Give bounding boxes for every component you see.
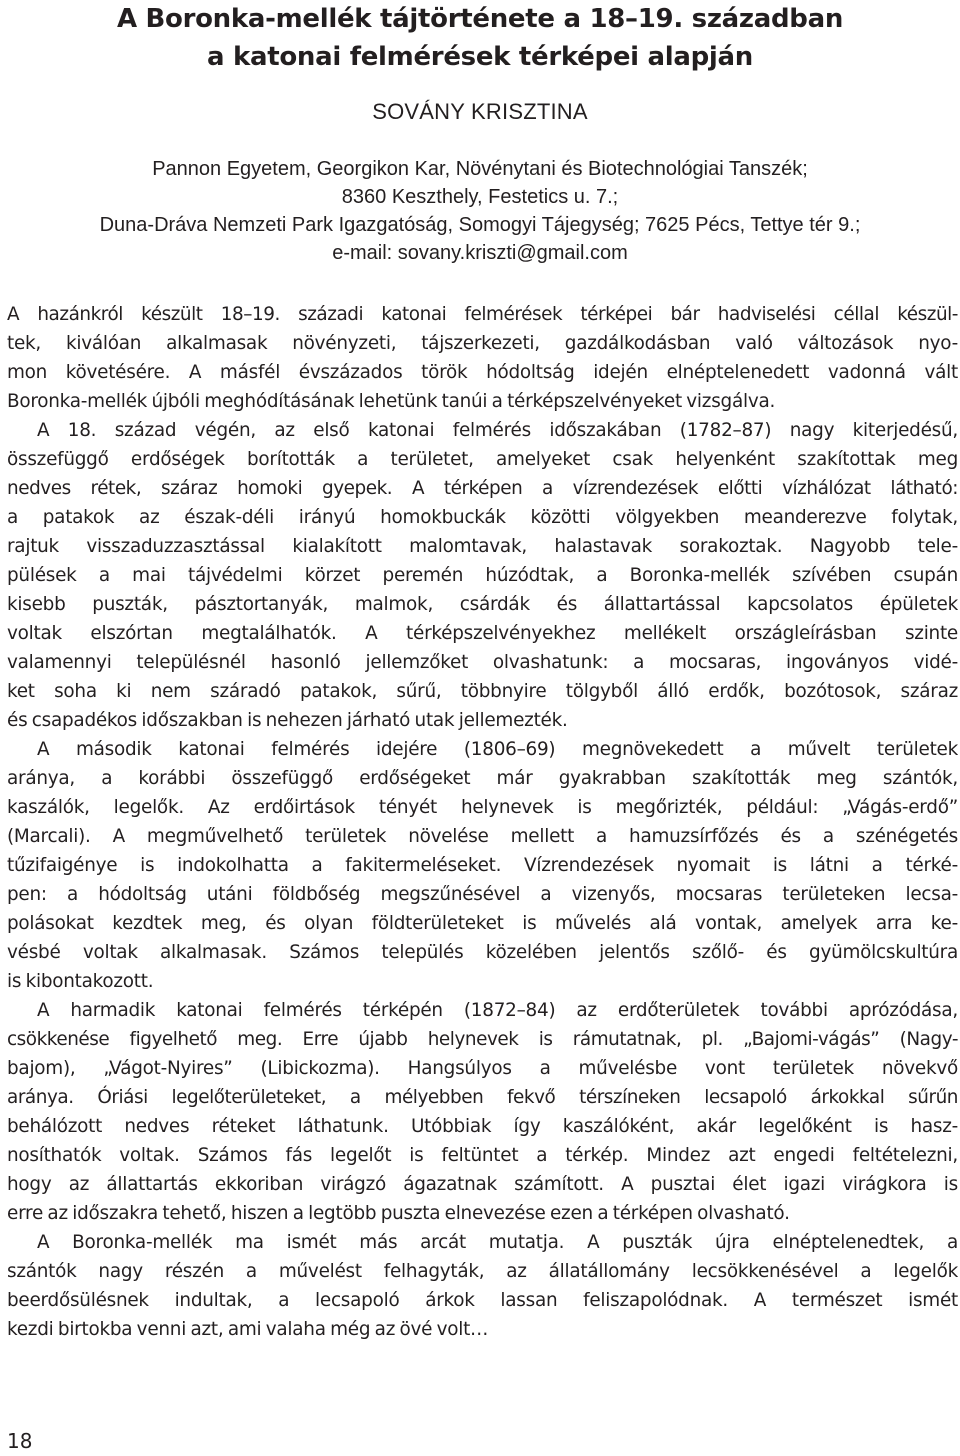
body-line: erre az időszakra tehető, hiszen a legtöbb puszta elnevezése ezen a térképen olvasható. bbox=[7, 1203, 790, 1224]
body-line: tűzifaigénye is indokolhatta a fakitermeléseket. Vízrendezések nyomait is látni a térké- bbox=[7, 855, 958, 876]
body-line: pülések a mai tájvédelmi körzet peremén húzódtak, a Boronka-mellék szívében csupán bbox=[7, 565, 958, 586]
author-affiliation bbox=[0, 155, 960, 267]
body-line: hogy az állattartás ekkoriban virágzó ágazatnak számított. A pusztai élet igazi virágkora is bbox=[7, 1174, 958, 1195]
body-line: aránya. Óriási legelőterületeket, a mélyebben fekvő térszíneken lecsapoló árkokkal sűrűn bbox=[7, 1087, 958, 1108]
body-line: behálózott nedves réteket láthatunk. Utóbbiak így kaszálóként, akár legelőként is hasz- bbox=[7, 1116, 958, 1137]
affiliation-line-1: Pannon Egyetem, Georgikon Kar, Növénytani és Biotechnológiai Tanszék; bbox=[152, 158, 808, 180]
body-line: nosíthatók voltak. Számos fás legelőt is feltüntet a térkép. Mindez azt engedi feltételezni, bbox=[7, 1145, 958, 1166]
body-line: pen: a hódoltság utáni földbőség megszűnésével a vizenyős, mocsaras területeken lecsa- bbox=[7, 884, 958, 905]
article-title bbox=[0, 0, 960, 76]
body-line: polásokat kezdtek meg, és olyan földterületeket is művelés alá vontak, amelyek arra ke- bbox=[7, 913, 958, 934]
body-line: A harmadik katonai felmérés térképén (1872–84) az erdőterületek további aprózódása, bbox=[37, 1000, 958, 1021]
body-line: voltak elszórtan megtalálhatók. A térképszelvényekhez mellékelt országleírásban szinte bbox=[7, 623, 958, 644]
abstract-body bbox=[7, 300, 958, 1344]
body-line: A hazánkról készült 18–19. századi katonai felmérések térképei bár hadviselési céllal készül- bbox=[7, 304, 958, 325]
body-line: vésbé voltak alkalmasak. Számos település közelében jelentős szőlő- és gyümölcskultúra bbox=[7, 942, 958, 963]
body-line: és csapadékos időszakban is nehezen járható utak jellemezték. bbox=[7, 710, 568, 731]
title-line-1: A Boronka-mellék tájtörténete a 18–19. században bbox=[116, 4, 844, 34]
affiliation-email-line: e-mail: sovany.kriszti@gmail.com bbox=[332, 242, 628, 264]
body-line: összefüggő erdőségek borították a területet, amelyeket csak helyenként szakítottak meg bbox=[7, 449, 958, 470]
body-line: a patakok az észak-déli irányú homokbuckák közötti völgyekben meanderezve folytak, bbox=[7, 507, 958, 528]
body-line: mon követésére. A másfél évszázados török hódoltság idején elnéptelenedett vadonná vált bbox=[7, 362, 958, 383]
author-name: SOVÁNY KRISZTINA bbox=[372, 99, 588, 124]
body-line: tek, kiválóan alkalmasak növényzeti, tájszerkezeti, gazdálkodásban való változások nyo- bbox=[7, 333, 958, 354]
page-number: 18 bbox=[7, 1429, 33, 1453]
affiliation-line-3: Duna-Dráva Nemzeti Park Igazgatóság, Somogyi Tájegység; 7625 Pécs, Tettye tér 9.; bbox=[99, 214, 861, 236]
body-line: (Marcali). A megművelhető területek növelése mellett a hamuzsírfőzés és a szénégetés bbox=[7, 826, 958, 847]
body-line: kisebb puszták, pásztortanyák, malmok, csárdák és állattartással kapcsolatos épületek bbox=[7, 594, 958, 615]
body-line: A 18. század végén, az első katonai felmérés időszakában (1782–87) nagy kiterjedésű, bbox=[37, 420, 958, 441]
body-line: beerdősülésnek indultak, a lecsapoló árkok lassan feliszapolódnak. A természet ismét bbox=[7, 1290, 958, 1311]
body-line: Boronka-mellék újbóli meghódításának lehetünk tanúi a térképszelvényeket vizsgálva. bbox=[7, 391, 776, 412]
title-line-2: a katonai felmérések térképei alapján bbox=[206, 42, 754, 72]
body-line: aránya, a korábbi összefüggő erdőségeket már gyakrabban szakították meg szántók, bbox=[7, 768, 958, 789]
body-line: kezdi birtokba venni azt, ami valaha még az övé volt… bbox=[7, 1319, 489, 1340]
body-line: nedves rétek, száraz homoki gyepek. A térképen a vízrendezések előtti vízhálózat látható: bbox=[7, 478, 958, 499]
body-line: is kibontakozott. bbox=[7, 971, 154, 992]
body-line: ket soha ki nem száradó patakok, sűrű, többnyire tölgyből álló erdők, bozótosok, száraz bbox=[7, 681, 958, 702]
body-line: bajom), „Vágot-Nyires” (Libickozma). Hangsúlyos a művelésbe vont területek növekvő bbox=[7, 1058, 958, 1079]
body-line: A Boronka-mellék ma ismét más arcát mutatja. A puszták újra elnéptelenedtek, a bbox=[37, 1232, 958, 1253]
body-line: valamennyi településnél hasonló jellemzőket olvashatunk: a mocsaras, ingoványos vidé- bbox=[7, 652, 958, 673]
affiliation-line-2: 8360 Keszthely, Festetics u. 7.; bbox=[341, 186, 619, 208]
body-line: csökkenése figyelhető meg. Erre újabb helynevek is rámutatnak, pl. „Bajomi-vágás” (Nagy- bbox=[7, 1029, 958, 1050]
body-line: rajtuk visszaduzzasztással kialakított malomtavak, halastavak sorakoztak. Nagyobb tele- bbox=[7, 536, 958, 557]
body-line: kaszálók, legelők. Az erdőirtások tényét helynevek is megőrizték, például: „Vágás-erdő” bbox=[7, 797, 958, 818]
body-line: A második katonai felmérés idejére (1806–69) megnövekedett a művelt területek bbox=[37, 739, 958, 760]
body-line: szántók nagy részén a művelést felhagyták, az állatállomány lecsökkenésével a legelők bbox=[7, 1261, 958, 1282]
